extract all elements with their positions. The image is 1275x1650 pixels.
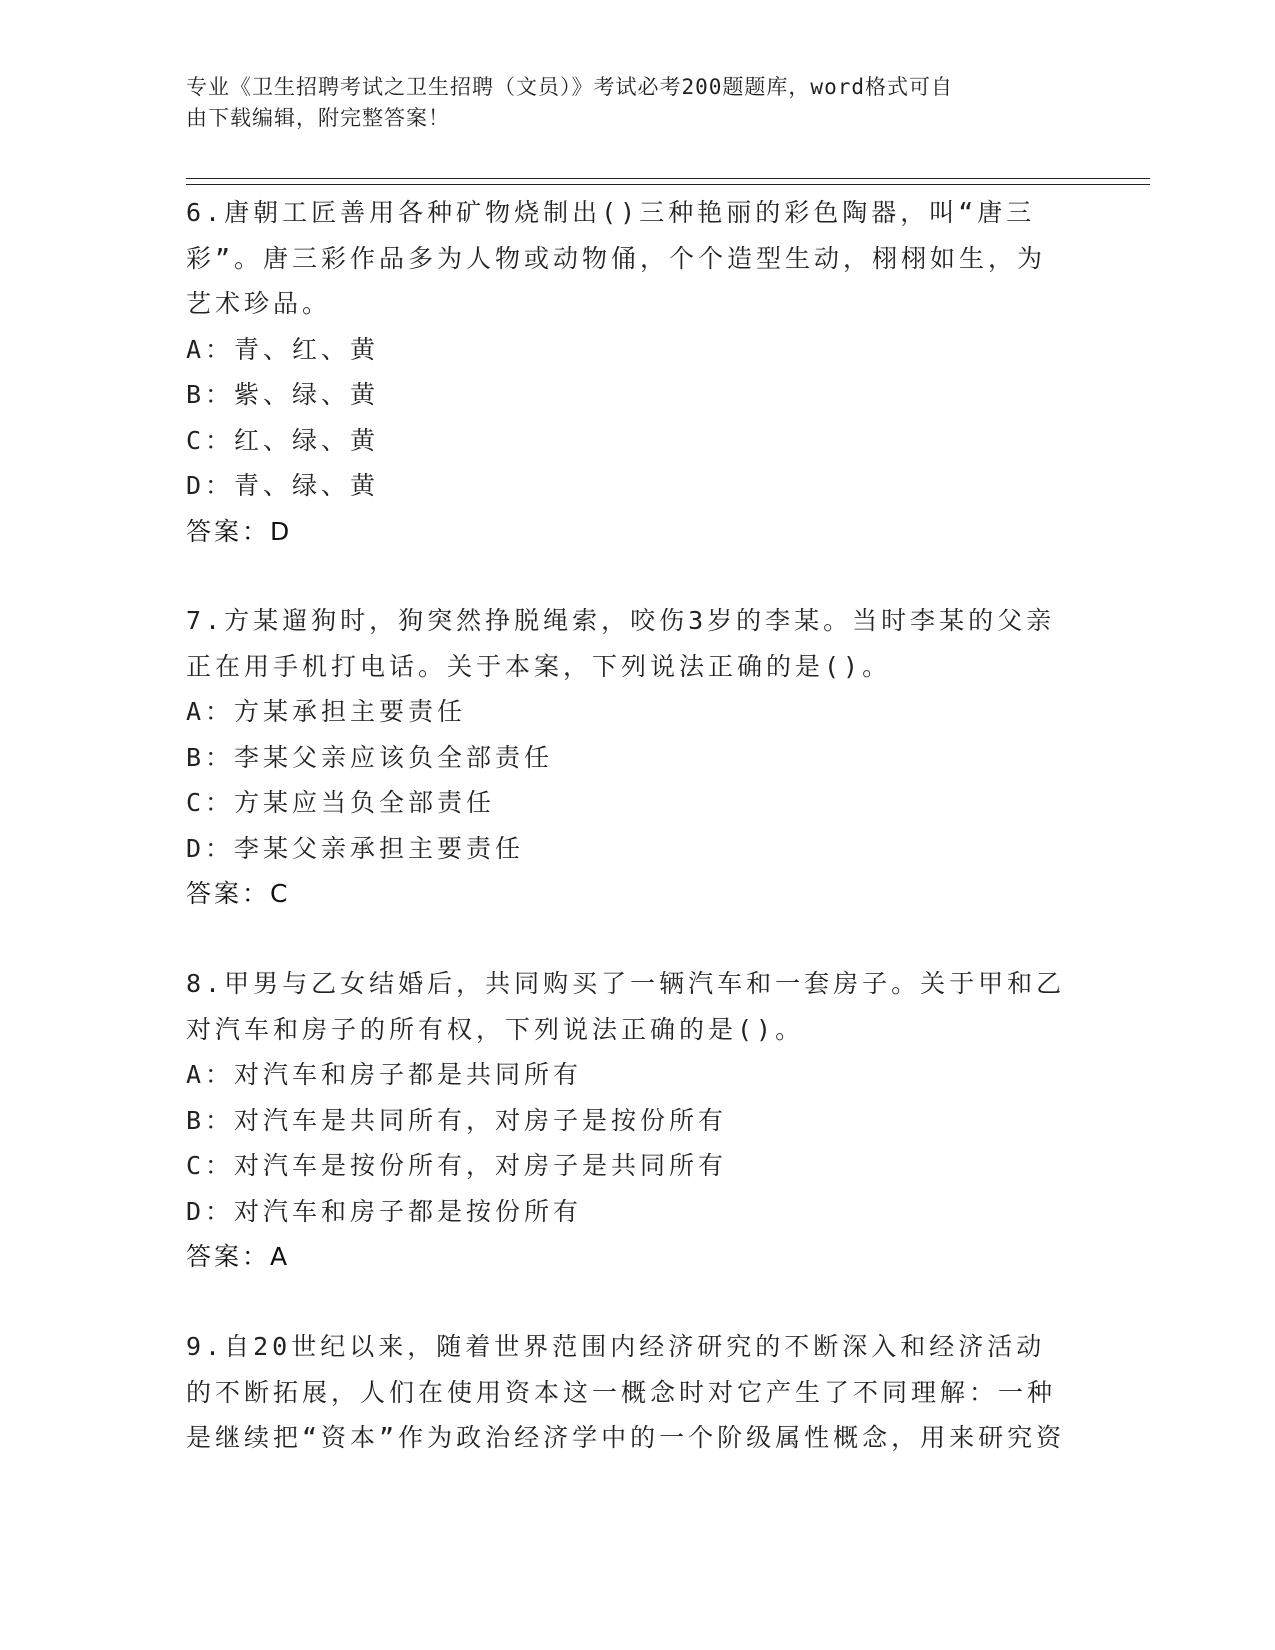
- option-b: B：李某父亲应该负全部责任: [186, 742, 554, 772]
- option-d: D：青、绿、黄: [186, 471, 380, 500]
- question-stem: 7.方某遛狗时，狗突然挣脱绳索，咬伤3岁的李某。当时李某的父亲正在用手机打电话。关于本案，下列说法正确的是()。: [186, 606, 1056, 681]
- question-stem: 6.唐朝工匠善用各种矿物烧制出()三种艳丽的彩色陶器，叫“唐三彩”。唐三彩作品多为人物或动物俑，个个造型生动，栩栩如生，为艺术珍品。: [186, 198, 1047, 318]
- option-d: D：对汽车和房子都是按份所有: [186, 1196, 583, 1226]
- option-a: A：对汽车和房子都是共同所有: [186, 1060, 583, 1089]
- option-a: A：青、红、黄: [186, 334, 380, 364]
- option-b: B：紫、绿、黄: [186, 380, 380, 409]
- header-line-1: 专业《卫生招聘考试之卫生招聘（文员）》考试必考200题题库，word格式可自: [186, 75, 953, 99]
- option-c: C：对汽车是按份所有，对房子是共同所有: [186, 1151, 728, 1180]
- answer-line: [186, 871, 1066, 917]
- option-c: C：方某应当负全部责任: [186, 788, 496, 817]
- header-divider-top: [186, 178, 1150, 179]
- answer-value: D: [270, 516, 291, 546]
- question-7: [186, 598, 1066, 917]
- answer-value: A: [270, 1242, 289, 1271]
- header-divider-bottom: [186, 184, 1150, 185]
- option-b: B：对汽车是共同所有，对房子是按份所有: [186, 1105, 728, 1135]
- answer-line: [186, 509, 1066, 555]
- option-c: C：红、绿、黄: [186, 425, 380, 455]
- answer-line: [186, 1234, 1066, 1280]
- answer-value: C: [270, 879, 289, 908]
- option-a: A：方某承担主要责任: [186, 697, 467, 726]
- option-d: D：李某父亲承担主要责任: [186, 833, 525, 863]
- document-header: [186, 72, 1066, 134]
- answer-label: 答案：: [186, 516, 271, 546]
- header-line-2: 由下载编辑，附完整答案！: [186, 106, 450, 130]
- question-6: [186, 190, 1066, 554]
- question-stem: 9.自20世纪以来，随着世界范围内经济研究的不断深入和经济活动的不断拓展，人们在使用资本这一概念时对它产生了不同理解：一种是继续把“资本”作为政治经济学中的一个阶级属性概念，用来研究资: [186, 1332, 1066, 1452]
- question-8: [186, 961, 1066, 1280]
- answer-label: 答案：: [186, 879, 271, 908]
- question-stem: 8.甲男与乙女结婚后，共同购买了一辆汽车和一套房子。关于甲和乙对汽车和房子的所有权，下列说法正确的是()。: [186, 969, 1066, 1044]
- answer-label: 答案：: [186, 1242, 271, 1271]
- question-9: [186, 1324, 1066, 1461]
